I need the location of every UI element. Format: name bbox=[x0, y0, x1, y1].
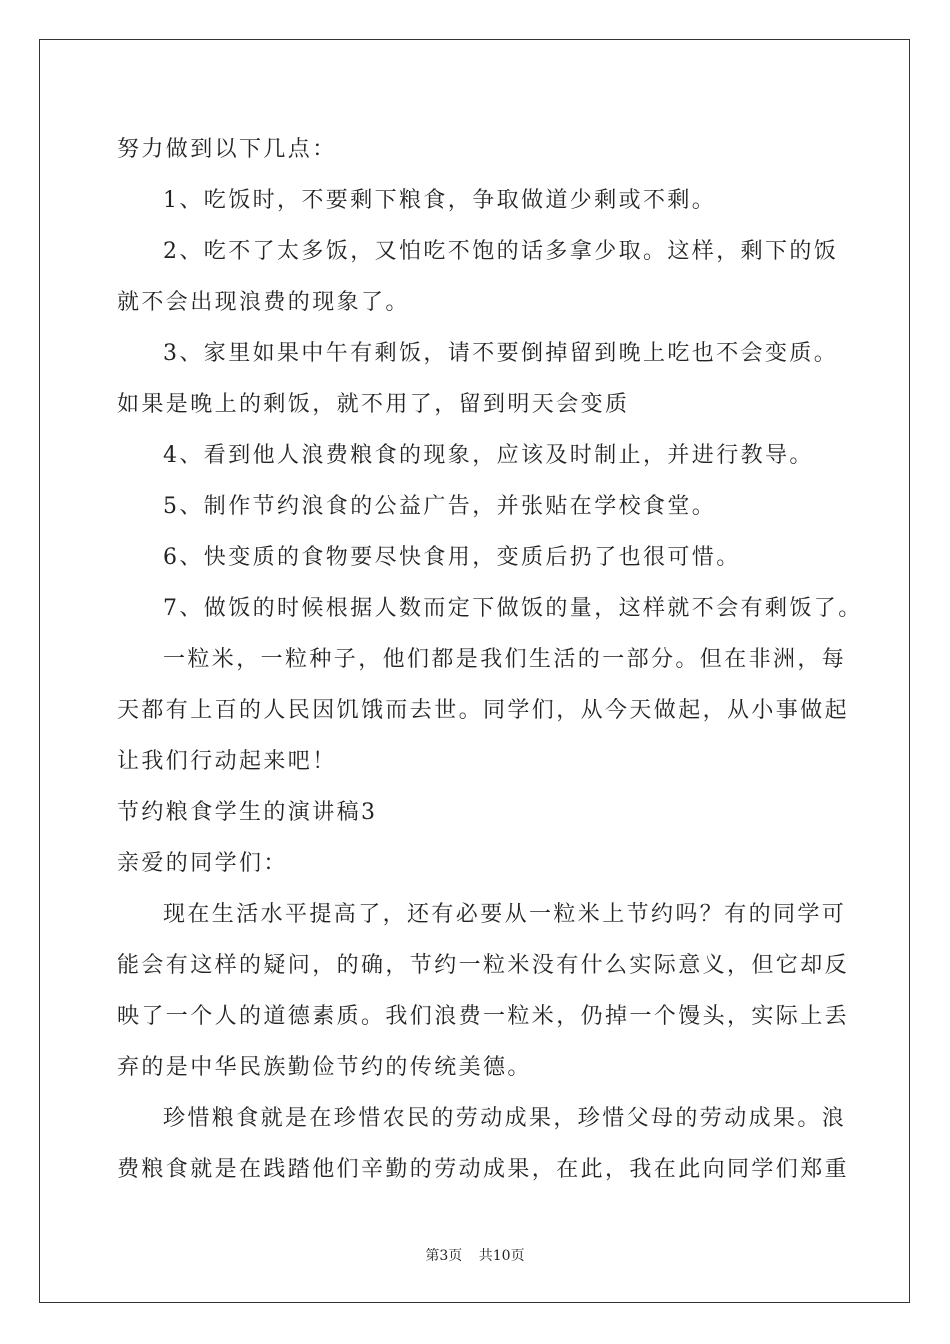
text-line: 如果是晚上的剩饭，就不用了，留到明天会变质 bbox=[117, 392, 630, 417]
text-line: 映了一个人的道德素质。我们浪费一粒米，仍掉一个馒头，实际上丢 bbox=[117, 1004, 850, 1029]
text-line: 就不会出现浪费的现象了。 bbox=[117, 290, 410, 315]
text-line: 2、吃不了太多饭，又怕吃不饱的话多拿少取。这样，剩下的饭 bbox=[163, 239, 839, 264]
text-line: 一粒米，一粒种子，他们都是我们生活的一部分。但在非洲，每 bbox=[163, 647, 847, 672]
text-line: 费粮食就是在践踏他们辛勤的劳动成果，在此，我在此向同学们郑重 bbox=[117, 1157, 850, 1182]
text-line: 弃的是中华民族勤俭节约的传统美德。 bbox=[117, 1055, 532, 1080]
text-line: 5、制作节约浪食的公益广告，并张贴在学校食堂。 bbox=[163, 494, 717, 519]
text-line: 4、看到他人浪费粮食的现象，应该及时制止，并进行教导。 bbox=[163, 443, 814, 468]
text-line: 能会有这样的疑问，的确，节约一粒米没有什么实际意义，但它却反 bbox=[117, 953, 850, 978]
text-line: 7、做饭的时候根据人数而定下做饭的量，这样就不会有剩饭了。 bbox=[163, 596, 863, 621]
text-line: 天都有上百的人民因饥饿而去世。同学们，从今天做起，从小事做起 bbox=[117, 698, 850, 723]
text-line: 6、快变质的食物要尽快食用，变质后扔了也很可惜。 bbox=[163, 545, 741, 570]
text-line: 1、吃饭时，不要剩下粮食，争取做道少剩或不剩。 bbox=[163, 188, 717, 213]
document-body bbox=[117, 124, 863, 1195]
page-footer bbox=[0, 1245, 950, 1265]
section-title: 节约粮食学生的演讲稿3 bbox=[117, 800, 378, 825]
page-number: 第3页 bbox=[425, 1248, 463, 1264]
text-line: 珍惜粮食就是在珍惜农民的劳动成果，珍惜父母的劳动成果。浪 bbox=[163, 1106, 847, 1131]
text-line: 3、家里如果中午有剩饭，请不要倒掉留到晚上吃也不会变质。 bbox=[163, 341, 839, 366]
page-total: 共10页 bbox=[478, 1248, 525, 1264]
salutation: 亲爱的同学们： bbox=[117, 851, 288, 876]
text-line: 现在生活水平提高了，还有必要从一粒米上节约吗？有的同学可 bbox=[163, 902, 847, 927]
text-line: 让我们行动起来吧！ bbox=[117, 749, 337, 774]
text-line: 努力做到以下几点： bbox=[117, 137, 337, 162]
